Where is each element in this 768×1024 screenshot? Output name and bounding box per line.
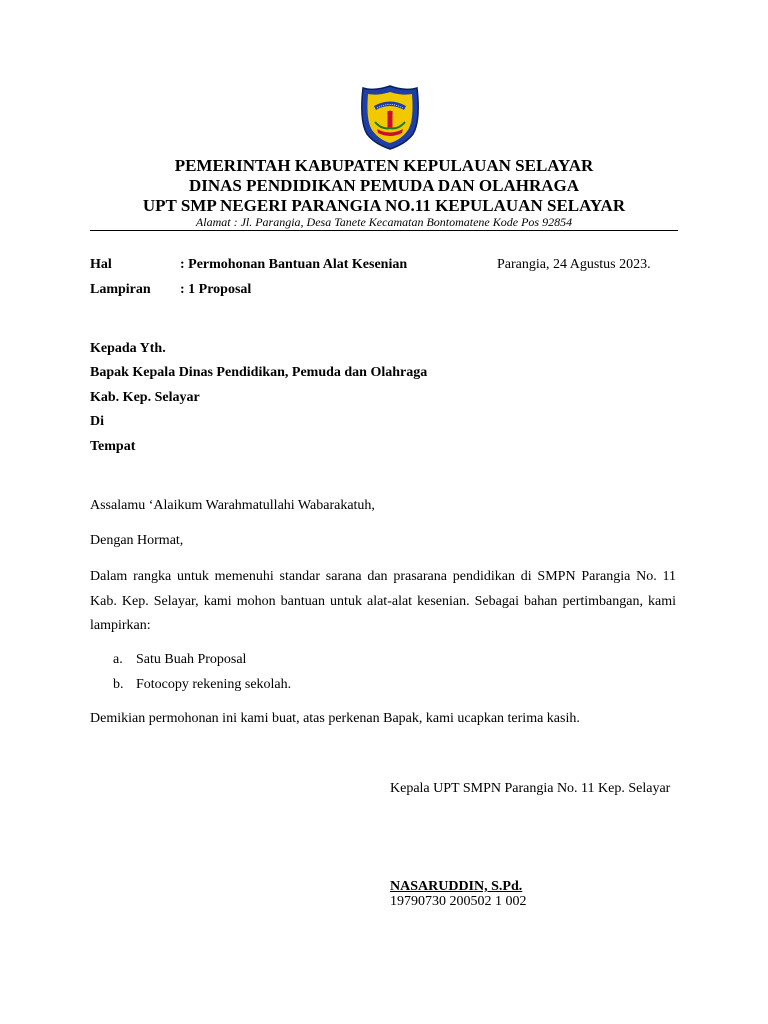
recipient-region: Kab. Kep. Selayar (90, 390, 200, 405)
kop-line-department: DINAS PENDIDIKAN PEMUDA DAN OLAHRAGA (188, 176, 580, 195)
hal-value: : Permohonan Bantuan Alat Kesenian (180, 257, 408, 272)
greeting: Assalamu ‘Alaikum Warahmatullahi Wabarakatuh, (90, 498, 375, 513)
kop-address: Alamat : Jl. Parangia, Desa Tanete Kecamatan Bontomatene Kode Pos 92854 (195, 215, 573, 229)
body-paragraph: Dalam rangka untuk memenuhi standar sarana dan prasarana pendidikan di SMPN Parangia No. 11 Kab. Kep. Selayar, kami mohon bantuan untuk alat-alat kesenian. Sebagai bahan pertimbangan, kami lampirkan: (90, 569, 676, 633)
letter-date: Parangia, 24 Agustus 2023. (497, 257, 651, 272)
signatory-title: Kepala UPT SMPN Parangia No. 11 Kep. Selayar (390, 781, 671, 796)
list-marker: a. (113, 652, 123, 667)
signatory-name: NASARUDDIN, S.Pd. (390, 879, 523, 894)
recipient-di: Di (90, 414, 104, 429)
recipient-salutation: Kepada Yth. (90, 341, 166, 356)
kop-line-government: PEMERINTAH KABUPATEN KEPULAUAN SELAYAR (174, 156, 594, 175)
lampiran-label: Lampiran (90, 282, 151, 297)
hal-label: Hal (90, 257, 112, 272)
kop-line-school: UPT SMP NEGERI PARANGIA NO.11 KEPULAUAN SELAYAR (142, 196, 626, 215)
list-marker: b. (113, 677, 124, 692)
school-crest-icon (359, 84, 421, 150)
recipient-title: Bapak Kepala Dinas Pendidikan, Pemuda dan Olahraga (90, 365, 428, 380)
header-divider (90, 230, 678, 231)
opening: Dengan Hormat, (90, 533, 184, 548)
closing-sentence: Demikian permohonan ini kami buat, atas perkenan Bapak, kami ucapkan terima kasih. (90, 711, 580, 726)
recipient-place: Tempat (90, 439, 136, 454)
signatory-nip: 19790730 200502 1 002 (390, 894, 527, 909)
list-item: Satu Buah Proposal (136, 652, 247, 667)
list-item: Fotocopy rekening sekolah. (136, 677, 292, 692)
lampiran-value: : 1 Proposal (180, 282, 252, 297)
